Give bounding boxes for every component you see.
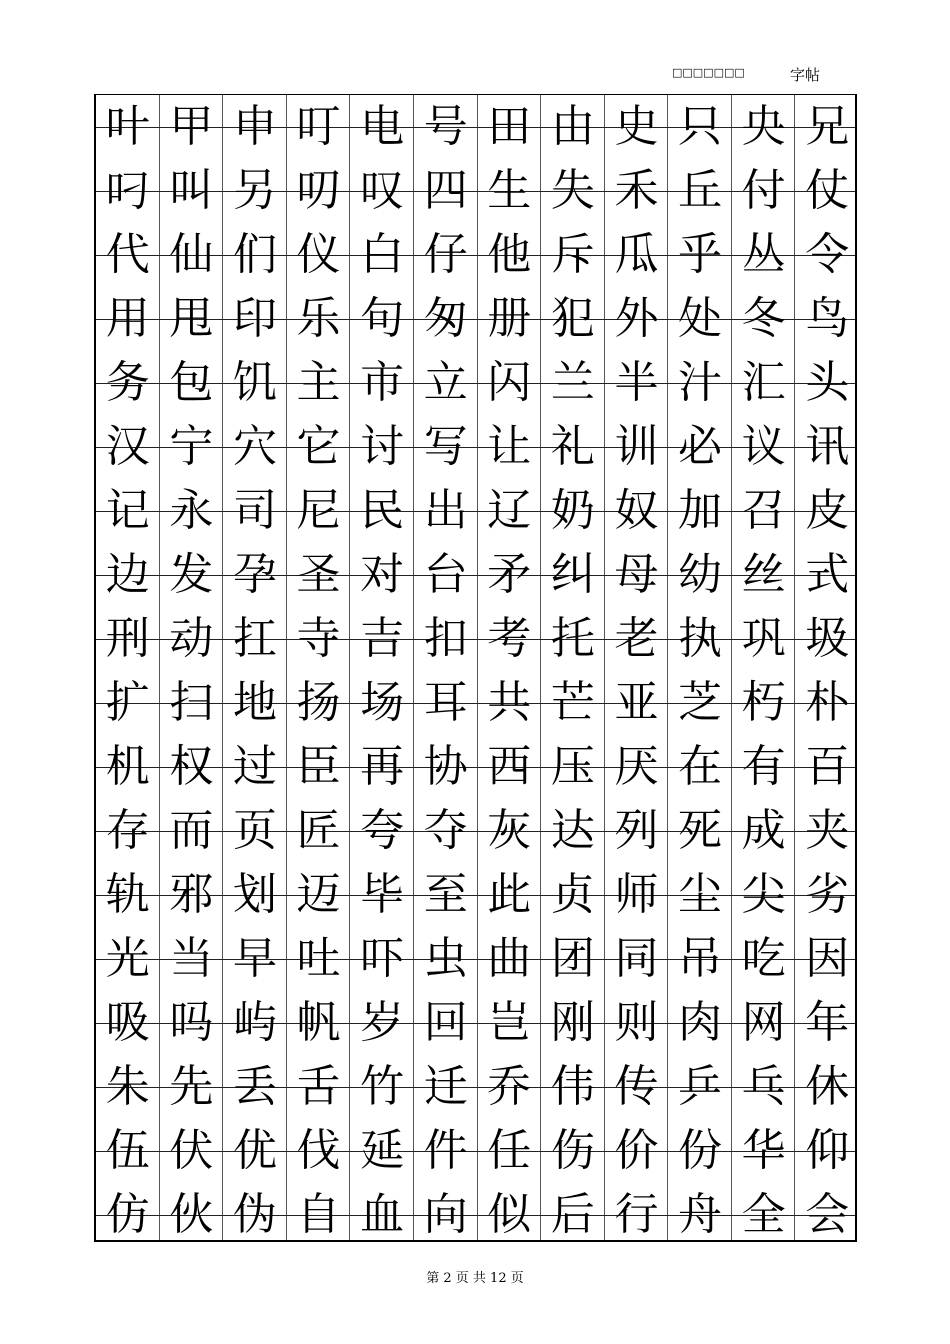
character-cell: 尘	[678, 869, 723, 920]
character-cell: 汁	[678, 357, 723, 408]
character-cell: 叼	[105, 165, 150, 216]
character-cell: 而	[169, 805, 214, 856]
character-cell: 芝	[678, 677, 723, 728]
character-cell: 纠	[550, 549, 595, 600]
character-cell: 权	[169, 741, 214, 792]
character-cell: 此	[487, 869, 532, 920]
character-cell: 场	[360, 677, 405, 728]
character-cell: 吃	[741, 933, 786, 984]
character-cell: 叮	[296, 101, 341, 152]
character-cell: 乔	[487, 1061, 532, 1112]
character-cell: 伪	[232, 1189, 277, 1240]
character-cell: 竹	[360, 1061, 405, 1112]
character-cell: 师	[614, 869, 659, 920]
character-cell: 仔	[423, 229, 468, 280]
character-cell: 号	[423, 101, 468, 152]
character-cell: 共	[487, 677, 532, 728]
character-cell: 帆	[296, 997, 341, 1048]
character-cell: 仗	[805, 165, 850, 216]
character-cell: 厌	[614, 741, 659, 792]
character-cell: 永	[169, 485, 214, 536]
character-cell: 孕	[232, 549, 277, 600]
character-cell: 代	[105, 229, 150, 280]
character-cell: 出	[423, 485, 468, 536]
character-cell: 巩	[741, 613, 786, 664]
character-cell: 丛	[741, 229, 786, 280]
character-cell: 由	[550, 101, 595, 152]
character-cell: 必	[678, 421, 723, 472]
character-cell: 闪	[487, 357, 532, 408]
character-cell: 地	[232, 677, 277, 728]
character-cell: 甲	[169, 101, 214, 152]
character-cell: 夸	[360, 805, 405, 856]
character-row	[96, 1119, 855, 1183]
character-cell: 死	[678, 805, 723, 856]
character-cell: 扛	[232, 613, 277, 664]
character-row	[96, 863, 855, 927]
character-cell: 叫	[169, 165, 214, 216]
character-cell: 向	[423, 1189, 468, 1240]
character-cell: 另	[232, 165, 277, 216]
character-cell: 迈	[296, 869, 341, 920]
character-cell: 立	[423, 357, 468, 408]
character-cell: 句	[360, 293, 405, 344]
character-row	[96, 735, 855, 799]
character-cell: 伏	[169, 1125, 214, 1176]
character-cell: 光	[105, 933, 150, 984]
character-cell: 后	[550, 1189, 595, 1240]
character-cell: 扬	[296, 677, 341, 728]
character-row	[96, 95, 855, 159]
character-cell: 休	[805, 1061, 850, 1112]
character-cell: 血	[360, 1189, 405, 1240]
character-cell: 自	[296, 1189, 341, 1240]
character-cell: 田	[487, 101, 532, 152]
character-cell: 仙	[169, 229, 214, 280]
character-cell: 他	[487, 229, 532, 280]
character-cell: 只	[678, 101, 723, 152]
character-cell: 在	[678, 741, 723, 792]
character-cell: 令	[805, 229, 850, 280]
character-cell: 叹	[360, 165, 405, 216]
character-cell: 传	[614, 1061, 659, 1112]
character-cell: 团	[550, 933, 595, 984]
character-cell: 们	[232, 229, 277, 280]
character-cell: 存	[105, 805, 150, 856]
character-cell: 虫	[423, 933, 468, 984]
character-cell: 至	[423, 869, 468, 920]
character-cell: 劣	[805, 869, 850, 920]
character-cell: 臣	[296, 741, 341, 792]
character-cell: 禾	[614, 165, 659, 216]
character-cell: 岁	[360, 997, 405, 1048]
character-cell: 白	[360, 229, 405, 280]
character-cell: 奶	[550, 485, 595, 536]
character-cell: 发	[169, 549, 214, 600]
character-cell: 芒	[550, 677, 595, 728]
character-cell: 兄	[805, 101, 850, 152]
character-row	[96, 479, 855, 543]
character-cell: 匆	[423, 293, 468, 344]
character-cell: 乒	[678, 1061, 723, 1112]
character-cell: 扣	[423, 613, 468, 664]
character-cell: 母	[614, 549, 659, 600]
character-row	[96, 1183, 855, 1247]
character-cell: 机	[105, 741, 150, 792]
character-cell: 乎	[678, 229, 723, 280]
character-cell: 迁	[423, 1061, 468, 1112]
character-cell: 伤	[550, 1125, 595, 1176]
character-cell: 网	[741, 997, 786, 1048]
character-cell: 列	[614, 805, 659, 856]
character-cell: 因	[805, 933, 850, 984]
character-cell: 份	[678, 1125, 723, 1176]
character-cell: 执	[678, 613, 723, 664]
character-cell: 则	[614, 997, 659, 1048]
character-cell: 优	[232, 1125, 277, 1176]
character-cell: 头	[805, 357, 850, 408]
character-cell: 刚	[550, 997, 595, 1048]
character-row	[96, 159, 855, 223]
character-cell: 民	[360, 485, 405, 536]
character-cell: 记	[105, 485, 150, 536]
character-cell: 伐	[296, 1125, 341, 1176]
character-cell: 曲	[487, 933, 532, 984]
character-cell: 矛	[487, 549, 532, 600]
character-cell: 式	[805, 549, 850, 600]
character-cell: 仪	[296, 229, 341, 280]
character-cell: 托	[550, 613, 595, 664]
character-cell: 吉	[360, 613, 405, 664]
character-cell: 扫	[169, 677, 214, 728]
character-cell: 同	[614, 933, 659, 984]
character-cell: 丢	[232, 1061, 277, 1112]
character-cell: 过	[232, 741, 277, 792]
character-cell: 斥	[550, 229, 595, 280]
character-row	[96, 671, 855, 735]
character-cell: 丝	[741, 549, 786, 600]
character-cell: 市	[360, 357, 405, 408]
character-cell: 史	[614, 101, 659, 152]
character-cell: 舌	[296, 1061, 341, 1112]
character-cell: 考	[487, 613, 532, 664]
character-cell: 让	[487, 421, 532, 472]
header-placeholder-text: □□□□□□□	[672, 66, 745, 79]
character-cell: 动	[169, 613, 214, 664]
character-cell: 四	[423, 165, 468, 216]
character-cell: 乐	[296, 293, 341, 344]
character-cell: 饥	[232, 357, 277, 408]
character-cell: 延	[360, 1125, 405, 1176]
character-cell: 讨	[360, 421, 405, 472]
character-cell: 伍	[105, 1125, 150, 1176]
character-cell: 穴	[232, 421, 277, 472]
character-cell: 伙	[169, 1189, 214, 1240]
character-cell: 会	[805, 1189, 850, 1240]
character-cell: 甩	[169, 293, 214, 344]
header-title: 字帖	[790, 66, 821, 84]
character-cell: 吐	[296, 933, 341, 984]
character-row	[96, 223, 855, 287]
page-footer: 第 2 页 共 12 页	[426, 1271, 524, 1286]
character-cell: 仿	[105, 1189, 150, 1240]
character-cell: 奴	[614, 485, 659, 536]
character-cell: 写	[423, 421, 468, 472]
character-cell: 对	[360, 549, 405, 600]
character-cell: 夹	[805, 805, 850, 856]
character-cell: 汉	[105, 421, 150, 472]
character-grid	[94, 94, 857, 1242]
character-cell: 生	[487, 165, 532, 216]
character-cell: 行	[614, 1189, 659, 1240]
character-cell: 年	[805, 997, 850, 1048]
character-cell: 电	[360, 101, 405, 152]
character-cell: 夺	[423, 805, 468, 856]
character-cell: 任	[487, 1125, 532, 1176]
character-cell: 再	[360, 741, 405, 792]
character-cell: 丘	[678, 165, 723, 216]
character-cell: 达	[550, 805, 595, 856]
character-cell: 外	[614, 293, 659, 344]
character-cell: 处	[678, 293, 723, 344]
character-cell: 刑	[105, 613, 150, 664]
character-cell: 圣	[296, 549, 341, 600]
character-cell: 宁	[169, 421, 214, 472]
character-cell: 屿	[232, 997, 277, 1048]
character-cell: 寺	[296, 613, 341, 664]
character-cell: 冬	[741, 293, 786, 344]
character-cell: 老	[614, 613, 659, 664]
character-cell: 训	[614, 421, 659, 472]
character-row	[96, 543, 855, 607]
character-cell: 加	[678, 485, 723, 536]
character-row	[96, 1055, 855, 1119]
character-cell: 协	[423, 741, 468, 792]
character-cell: 央	[741, 101, 786, 152]
character-cell: 包	[169, 357, 214, 408]
character-cell: 叨	[296, 165, 341, 216]
character-cell: 吸	[105, 997, 150, 1048]
character-cell: 册	[487, 293, 532, 344]
character-cell: 尖	[741, 869, 786, 920]
character-cell: 成	[741, 805, 786, 856]
character-cell: 申	[232, 101, 277, 152]
character-cell: 早	[232, 933, 277, 984]
character-cell: 舟	[678, 1189, 723, 1240]
character-cell: 西	[487, 741, 532, 792]
character-cell: 汇	[741, 357, 786, 408]
character-cell: 幼	[678, 549, 723, 600]
character-cell: 贞	[550, 869, 595, 920]
character-cell: 耳	[423, 677, 468, 728]
character-cell: 有	[741, 741, 786, 792]
character-row	[96, 991, 855, 1055]
character-cell: 召	[741, 485, 786, 536]
character-cell: 兰	[550, 357, 595, 408]
character-cell: 犯	[550, 293, 595, 344]
character-cell: 扩	[105, 677, 150, 728]
character-cell: 轨	[105, 869, 150, 920]
character-cell: 朴	[805, 677, 850, 728]
character-cell: 伟	[550, 1061, 595, 1112]
character-cell: 吊	[678, 933, 723, 984]
character-cell: 半	[614, 357, 659, 408]
character-cell: 务	[105, 357, 150, 408]
character-cell: 用	[105, 293, 150, 344]
character-row	[96, 607, 855, 671]
character-row	[96, 415, 855, 479]
character-row	[96, 799, 855, 863]
character-cell: 失	[550, 165, 595, 216]
character-cell: 件	[423, 1125, 468, 1176]
character-cell: 朱	[105, 1061, 150, 1112]
character-cell: 全	[741, 1189, 786, 1240]
character-cell: 百	[805, 741, 850, 792]
character-cell: 圾	[805, 613, 850, 664]
character-cell: 它	[296, 421, 341, 472]
character-row	[96, 927, 855, 991]
character-cell: 亚	[614, 677, 659, 728]
character-cell: 仰	[805, 1125, 850, 1176]
character-cell: 毕	[360, 869, 405, 920]
character-cell: 回	[423, 997, 468, 1048]
character-row	[96, 287, 855, 351]
character-cell: 似	[487, 1189, 532, 1240]
character-cell: 划	[232, 869, 277, 920]
character-cell: 邪	[169, 869, 214, 920]
character-cell: 讯	[805, 421, 850, 472]
character-cell: 付	[741, 165, 786, 216]
character-cell: 鸟	[805, 293, 850, 344]
character-cell: 岂	[487, 997, 532, 1048]
character-cell: 价	[614, 1125, 659, 1176]
character-cell: 朽	[741, 677, 786, 728]
character-cell: 皮	[805, 485, 850, 536]
character-cell: 乓	[741, 1061, 786, 1112]
character-cell: 页	[232, 805, 277, 856]
character-cell: 礼	[550, 421, 595, 472]
character-cell: 华	[741, 1125, 786, 1176]
character-cell: 当	[169, 933, 214, 984]
character-cell: 边	[105, 549, 150, 600]
character-cell: 压	[550, 741, 595, 792]
character-cell: 司	[232, 485, 277, 536]
character-cell: 尼	[296, 485, 341, 536]
character-cell: 吓	[360, 933, 405, 984]
character-cell: 叶	[105, 101, 150, 152]
character-cell: 肉	[678, 997, 723, 1048]
character-cell: 吗	[169, 997, 214, 1048]
character-row	[96, 351, 855, 415]
character-cell: 主	[296, 357, 341, 408]
character-cell: 灰	[487, 805, 532, 856]
character-cell: 瓜	[614, 229, 659, 280]
character-cell: 议	[741, 421, 786, 472]
character-cell: 匠	[296, 805, 341, 856]
character-cell: 辽	[487, 485, 532, 536]
character-cell: 台	[423, 549, 468, 600]
character-cell: 印	[232, 293, 277, 344]
character-cell: 先	[169, 1061, 214, 1112]
